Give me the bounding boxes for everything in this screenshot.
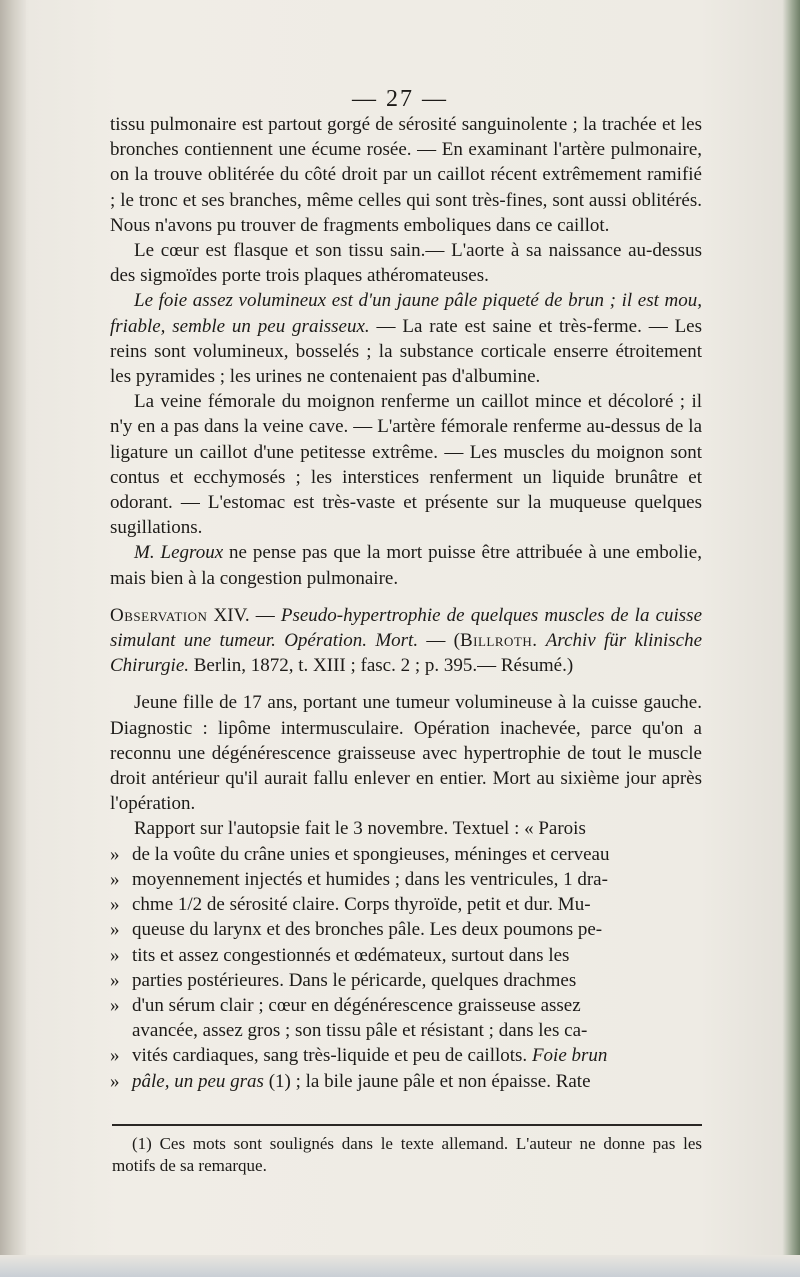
paragraph: La veine fémorale du moignon renferme un caillot mince et décoloré ; il n'y en a pas dans la veine cave. — L'artère fémorale renferme au-dessus de la ligature un caillot d'une petitesse extrême. — Les muscles du moignon sont contus et ecchymosés ; les interstices renferment un liquide brunâtre et odorant. — L'estomac est très-vaste et présente sur la muqueuse quelques sugillations. (110, 391, 702, 539)
quote-text: chme 1/2 de sérosité claire. Corps thyroïde, petit et dur. Mu- (132, 894, 591, 916)
quote-text: d'un sérum clair ; cœur en dégénérescence graisseuse assez (132, 994, 581, 1016)
italic-text: Foie brun (527, 1045, 608, 1067)
footnote (112, 1133, 702, 1177)
quote-text: queuse du larynx et des bronches pâle. Les deux poumons pe- (132, 919, 603, 941)
footnote-rule (112, 1124, 702, 1126)
observation-label: Observation (110, 604, 208, 626)
quote-mark: » (110, 994, 120, 1016)
page-number: — 27 — (352, 86, 448, 112)
quote-mark: » (110, 1045, 120, 1067)
quote-line (110, 968, 702, 993)
paragraph (110, 540, 702, 590)
main-text (110, 112, 702, 1094)
text-span: ne pense pas que la mort puisse être attribuée à une embolie, mais bien à la congestion pulmonaire. (110, 542, 702, 589)
text-span: — La rate est saine et très-ferme. — Les reins sont volumineux, bosselés ; la substance corticale enserre étroitement les pyramides ; les urines ne contenaient pas d'albumine. (110, 315, 702, 388)
page-bottom-edge (0, 1255, 800, 1277)
observation-title: Pseudo-hypertrophie de quelques muscles de la cuisse simulant une tumeur. Opération. Mort. (110, 604, 703, 652)
quote-text: moyennement injectés et humides ; dans les ventricules, 1 dra- (132, 868, 608, 890)
quote-line (110, 1018, 702, 1043)
quote-line (110, 1043, 702, 1068)
paragraph (110, 288, 702, 389)
quote-text: (1) ; la bile jaune pâle et non épaisse. Rate (263, 1070, 591, 1092)
italic-text: pâle, un peu gras (132, 1070, 264, 1092)
observation-number: XIV. — (213, 604, 275, 626)
journal-title: Archiv für klinische Chirurgie. (110, 630, 702, 677)
quote-line (110, 867, 702, 892)
quote-mark: » (110, 868, 120, 890)
footnote-text: (1) Ces mots sont soulignés dans le texte allemand. L'auteur ne donne pas les motifs de sa remarque. (112, 1134, 702, 1175)
quote-line (110, 892, 702, 917)
paragraph (110, 816, 702, 841)
quote-text: avancée, assez gros ; son tissu pâle et résistant ; dans les ca- (132, 1020, 588, 1042)
quote-mark: » (110, 969, 120, 991)
paragraph: Jeune fille de 17 ans, portant une tumeur volumineuse à la cuisse gauche. Diagnostic : lipôme intermusculaire. Opération inachevée, parce qu'on a reconnu une dégénérescence graisseuse avec hypertrophie de tout le muscle droit antérieur qu'il aurait fallu enlever en entier. Mort au sixième jour après l'opération. (110, 692, 702, 815)
reference: Berlin, 1872, t. XIII ; fasc. 2 ; p. 395.— Résumé.) (189, 655, 574, 677)
page-edge (782, 0, 800, 1277)
quote-mark: » (110, 894, 120, 916)
quote-mark: » (110, 944, 120, 966)
quote-mark: » (110, 1070, 120, 1092)
quote-line (110, 842, 702, 867)
book-spine-shadow (0, 0, 26, 1277)
observation-heading (110, 603, 702, 679)
text-span: « Parois (519, 818, 586, 840)
italic-text: Le foie assez volumineux est d'un jaune pâle piqueté de brun ; il est mou, friable, semble un peu graisseux. (110, 290, 702, 337)
quote-text: parties postérieures. Dans le péricarde, quelques drachmes (132, 969, 577, 991)
quote-line (110, 1069, 702, 1094)
quote-mark: » (110, 843, 120, 865)
quote-mark: » (110, 919, 120, 941)
quote-text: tits et assez congestionnés et œdémateux, surtout dans les (132, 944, 570, 966)
quote-line (110, 917, 702, 942)
author-name: M. Legroux (134, 542, 224, 564)
quote-text: vités cardiaques, sang très-liquide et peu de caillots. (132, 1045, 528, 1067)
quote-text: de la voûte du crâne unies et spongieuses, méninges et cerveau (132, 843, 610, 865)
quote-line (110, 943, 702, 968)
text-span: Rapport sur l'autopsie fait le 3 novembre. Textuel : (134, 818, 520, 840)
observation-author: Billroth. (459, 630, 538, 652)
quote-line (110, 993, 702, 1018)
text-span: — ( (418, 630, 460, 652)
paragraph: Le cœur est flasque et son tissu sain.— L'aorte à sa naissance au-dessus des sigmoïdes porte trois plaques athéromateuses. (110, 240, 702, 287)
paragraph: tissu pulmonaire est partout gorgé de sérosité sanguinolente ; la trachée et les bronches contiennent une écume rosée. — En examinant l'artère pulmonaire, on la trouve oblitérée du côté droit par un caillot récent extrêmement ramifié ; le tronc et ses branches, même celles qui sont très-fines, sont aussi oblitérés. Nous n'avons pu trouver de fragments emboliques dans ce caillot. (110, 114, 702, 236)
